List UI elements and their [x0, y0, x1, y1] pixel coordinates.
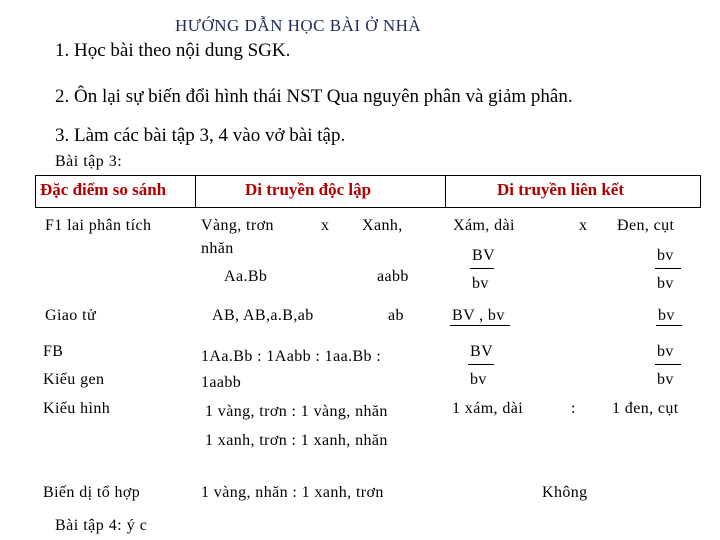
fb-link-pheno-right: 1 đen, cụt — [612, 400, 679, 417]
row-phenotype-label: Kiểu hình — [43, 400, 111, 417]
f1-link-cross: x — [579, 217, 588, 234]
f1-indep-genotype-right: aabb — [377, 268, 409, 285]
f1-link-right: Đen, cụt — [617, 217, 675, 234]
fb-link-geno-left-lower: bv — [470, 371, 487, 388]
fb-indep-phenotype-1: 1 vàng, trơn : 1 vàng, nhăn — [205, 403, 388, 420]
exercise-3-label: Bài tập 3: — [55, 153, 123, 170]
fb-indep-phenotype-2: 1 xanh, trơn : 1 xanh, nhăn — [205, 432, 388, 449]
item-2: 2. Ôn lại sự biến đổi hình thái NST Qua nguyên phân và giảm phân. — [55, 86, 573, 107]
row-fb-label: FB — [43, 343, 64, 360]
f1-indep-genotype-left: Aa.Bb — [224, 268, 268, 285]
variation-indep: 1 vàng, nhăn : 1 xanh, trơn — [201, 484, 384, 501]
gametes-link-right-underline — [656, 325, 682, 326]
f1-link-geno-right-lower: bv — [657, 275, 674, 292]
fraction-bar — [655, 268, 681, 269]
fraction-bar — [470, 268, 494, 269]
variation-link: Không — [542, 484, 588, 501]
page-title: HƯỚNG DẪN HỌC BÀI Ở NHÀ — [175, 16, 422, 35]
table-border-top — [35, 175, 700, 176]
f1-indep-left: Vàng, trơn — [201, 217, 274, 234]
item-3: 3. Làm các bài tập 3, 4 vào vở bài tập. — [55, 125, 346, 146]
row-f1-label: F1 lai phân tích — [45, 217, 152, 234]
table-header-divider — [35, 207, 700, 208]
row-variation-label: Biến dị tổ hợp — [43, 484, 141, 501]
table-border-left — [35, 175, 36, 208]
f1-indep-left-2: nhăn — [201, 240, 234, 257]
f1-link-geno-right-upper: bv — [657, 247, 674, 264]
exercise-4-label: Bài tập 4: ý c — [55, 517, 148, 534]
table-col-divider-1 — [195, 175, 196, 208]
row-genotype-label: Kiểu gen — [43, 371, 105, 388]
table-border-right — [700, 175, 701, 208]
header-independent: Di truyền độc lập — [245, 180, 372, 199]
f1-indep-right: Xanh, — [362, 217, 403, 234]
fb-link-geno-left-upper: BV — [470, 343, 494, 360]
f1-link-geno-upper: BV — [472, 247, 496, 264]
row-gametes-label: Giao tử — [45, 307, 97, 324]
fb-link-geno-right-upper: bv — [657, 343, 674, 360]
gametes-indep-left: AB, AB,a.B,ab — [212, 307, 314, 324]
fraction-bar — [468, 364, 494, 365]
f1-link-left: Xám, dài — [453, 217, 515, 234]
gametes-indep-right: ab — [388, 307, 404, 324]
header-linked: Di truyền liên kết — [497, 180, 625, 199]
fb-link-pheno-left: 1 xám, dài — [452, 400, 524, 417]
fb-indep-genotype-2: 1aabb — [201, 374, 242, 391]
f1-link-geno-lower: bv — [472, 275, 489, 292]
item-1: 1. Học bài theo nội dung SGK. — [55, 40, 291, 61]
gametes-link-left: BV , bv — [452, 307, 505, 324]
fb-indep-genotype-1: 1Aa.Bb : 1Aabb : 1aa.Bb : — [201, 348, 382, 365]
table-col-divider-2 — [445, 175, 446, 208]
gametes-link-underline — [450, 325, 510, 326]
gametes-link-right: bv — [658, 307, 675, 324]
f1-indep-cross: x — [321, 217, 330, 234]
header-criteria: Đặc điểm so sánh — [40, 180, 167, 199]
fb-link-geno-right-lower: bv — [657, 371, 674, 388]
fraction-bar — [655, 364, 681, 365]
fb-link-pheno-sep: : — [571, 400, 576, 417]
